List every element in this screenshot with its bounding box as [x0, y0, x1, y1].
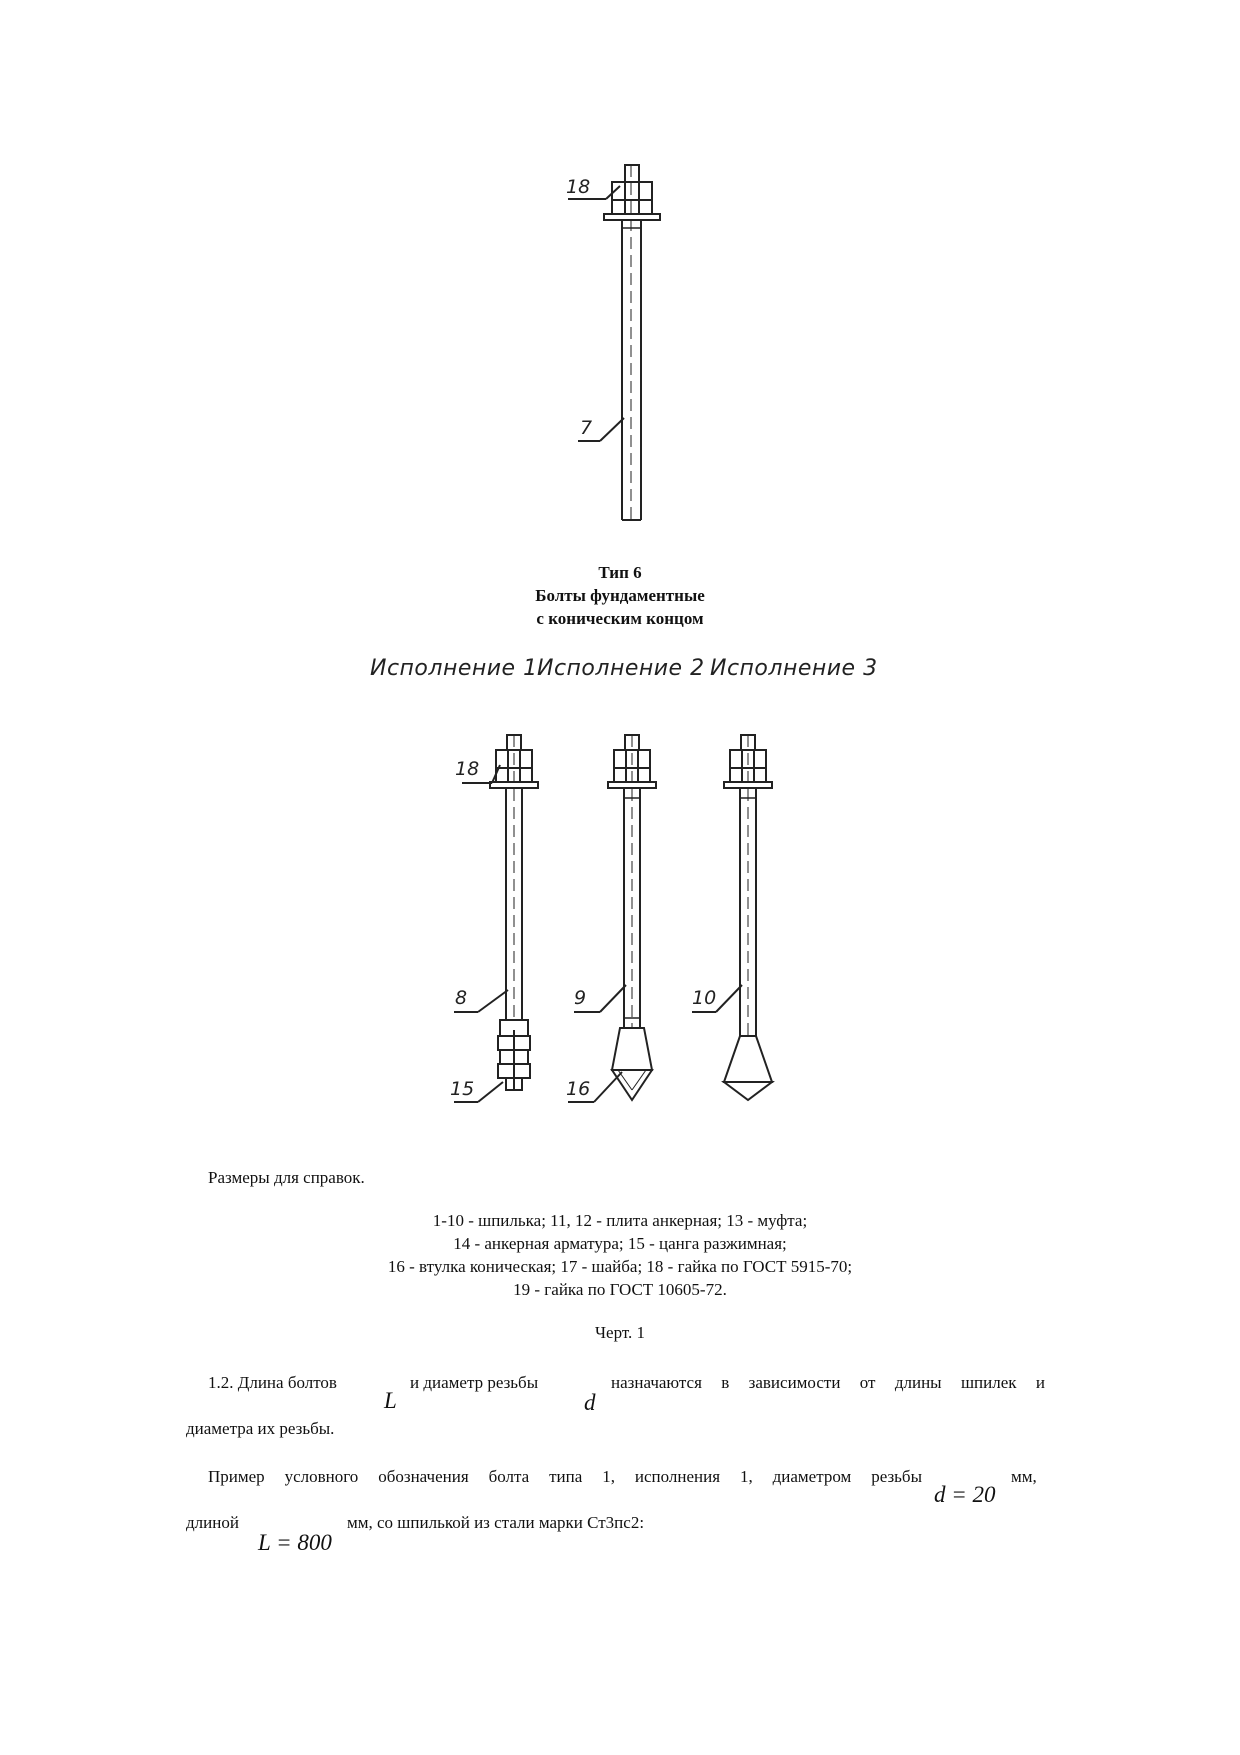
math-d-equals-20: d = 20: [934, 1482, 996, 1507]
callout-16: 16: [566, 1078, 591, 1100]
callout-18-top: 18: [566, 176, 591, 198]
reference-note: Размеры для справок.: [208, 1168, 365, 1187]
para-1-part-3: назначаются в зависимости от длины шпилек и: [611, 1373, 1045, 1392]
math-L-equals-800: L = 800: [258, 1530, 332, 1555]
legend-line-3: 16 - втулка коническая; 17 - шайба; 18 - гайка по ГОСТ 5915-70;: [387, 1257, 853, 1276]
bolt-variant-3-drawing: [692, 735, 772, 1100]
legend-line-2: 14 - анкерная арматура; 15 - цанга разжимная;: [453, 1234, 787, 1253]
callout-8: 8: [455, 987, 468, 1009]
callout-7: 7: [580, 417, 593, 439]
bolt-variant-2-drawing: [568, 735, 656, 1102]
math-var-d: d: [584, 1390, 596, 1415]
bolt-variant-1-drawing: [454, 735, 538, 1102]
variant-label-3: Исполнение 3: [710, 656, 878, 681]
figure-caption-type: Тип 6: [598, 563, 642, 582]
para-2-part-1: Пример условного обозначения болта типа 1, исполнения 1, диаметром резьбы: [208, 1467, 922, 1486]
callout-18-bottom: 18: [455, 758, 480, 780]
top-bolt-drawing: [568, 165, 660, 520]
legend-line-4: 19 - гайка по ГОСТ 10605-72.: [513, 1280, 727, 1299]
para-1-part-2: и диаметр резьбы: [410, 1373, 539, 1392]
para-2-unit: мм,: [1011, 1467, 1037, 1486]
para-2-part-2: длиной: [186, 1513, 239, 1532]
callout-9: 9: [574, 987, 587, 1009]
variant-label-1: Исполнение 1: [370, 656, 538, 681]
para-2-part-3: мм, со шпилькой из стали марки Ст3пс2:: [347, 1513, 645, 1532]
para-1-line-2: диаметра их резьбы.: [186, 1419, 335, 1438]
figure-caption-title: Болты фундаментные: [535, 586, 705, 605]
figure-caption-subtitle: с коническим концом: [536, 609, 704, 628]
variant-label-2: Исполнение 2: [537, 656, 705, 681]
drawing-label: Черт. 1: [594, 1323, 646, 1342]
math-var-L: L: [384, 1388, 397, 1413]
legend-line-1: 1-10 - шпилька; 11, 12 - плита анкерная; 13 - муфта;: [432, 1211, 808, 1230]
callout-10: 10: [692, 987, 717, 1009]
para-1-part-1: 1.2. Длина болтов: [208, 1373, 337, 1392]
callout-15: 15: [450, 1078, 475, 1100]
